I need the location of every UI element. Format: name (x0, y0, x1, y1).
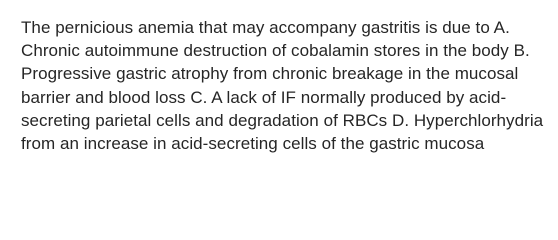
question-text: The pernicious anemia that may accompany gastritis is due to A. Chronic autoimmune destruction of cobalamin stores in the body B. Progressive gastric atrophy from chronic breakage in the mucosal barrier and blood loss C. A lack of IF normally produced by acid-secreting parietal cells and degradation of RBCs D. Hyperchlorhydria from an increase in acid-secreting cells of the gastric mucosa (21, 18, 544, 154)
